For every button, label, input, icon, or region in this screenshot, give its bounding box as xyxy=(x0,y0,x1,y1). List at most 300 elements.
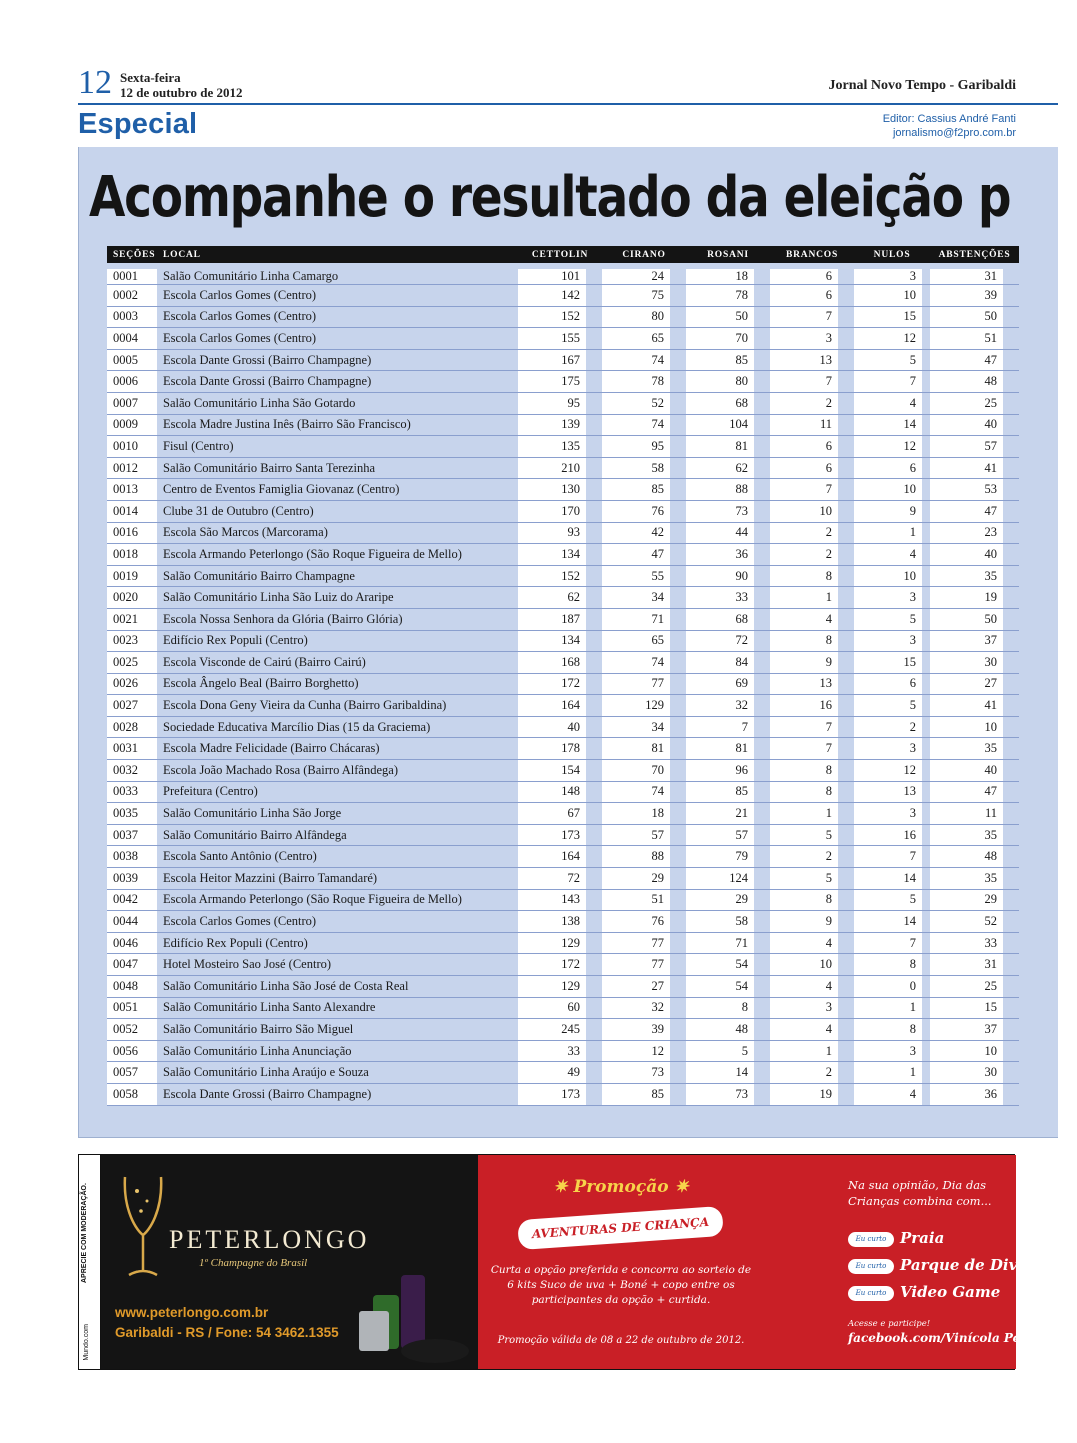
rosani-cell: 50 xyxy=(686,307,754,329)
cettolin-cell: 134 xyxy=(518,544,586,566)
table-row xyxy=(107,717,1019,739)
brancos-cell: 2 xyxy=(770,1062,838,1084)
column-gap xyxy=(754,415,770,437)
nulos-cell: 3 xyxy=(854,587,922,609)
cirano-cell: 57 xyxy=(602,825,670,847)
column-gap xyxy=(586,674,602,696)
section-cell: 0019 xyxy=(107,566,157,588)
rosani-cell: 48 xyxy=(686,1019,754,1041)
local-cell: Escola Dante Grossi (Bairro Champagne) xyxy=(157,371,518,393)
column-gap xyxy=(1003,976,1019,998)
column-gap xyxy=(586,933,602,955)
column-gap xyxy=(586,328,602,350)
table-row xyxy=(107,328,1019,350)
column-gap xyxy=(670,1041,686,1063)
cettolin-cell: 129 xyxy=(518,933,586,955)
column-gap xyxy=(754,544,770,566)
column-gap xyxy=(586,350,602,372)
promo-title: ✷ Promoção ✷ xyxy=(553,1177,689,1197)
column-gap xyxy=(754,717,770,739)
nulos-cell: 3 xyxy=(854,631,922,653)
rosani-cell: 85 xyxy=(686,782,754,804)
brancos-cell: 11 xyxy=(770,415,838,437)
nulos-cell: 3 xyxy=(854,738,922,760)
column-gap xyxy=(838,479,854,501)
rosani-cell: 80 xyxy=(686,371,754,393)
table-row xyxy=(107,846,1019,868)
column-gap xyxy=(754,695,770,717)
column-gap xyxy=(922,285,930,307)
column-gap xyxy=(922,415,930,437)
column-gap xyxy=(670,350,686,372)
nulos-cell: 14 xyxy=(854,868,922,890)
column-gap xyxy=(922,631,930,653)
nulos-cell: 7 xyxy=(854,371,922,393)
section-cell: 0058 xyxy=(107,1084,157,1106)
column-gap xyxy=(838,631,854,653)
like-pill[interactable]: Eu curto xyxy=(848,1259,894,1274)
cirano-cell: 74 xyxy=(602,350,670,372)
column-gap xyxy=(838,803,854,825)
abstencoes-cell: 36 xyxy=(930,1084,1003,1106)
column-gap xyxy=(670,436,686,458)
column-gap xyxy=(670,868,686,890)
section-cell: 0033 xyxy=(107,782,157,804)
brancos-cell: 8 xyxy=(770,631,838,653)
column-gap xyxy=(838,825,854,847)
abstencoes-cell: 15 xyxy=(930,998,1003,1020)
local-cell: Edifício Rex Populi (Centro) xyxy=(157,631,518,653)
nulos-cell: 5 xyxy=(854,890,922,912)
poll-question: Na sua opinião, Dia das Crianças combina com... xyxy=(848,1178,992,1208)
column-gap xyxy=(838,717,854,739)
nulos-cell: 14 xyxy=(854,415,922,437)
cettolin-cell: 138 xyxy=(518,911,586,933)
peterlongo-ad xyxy=(78,1154,1077,1370)
brancos-cell: 8 xyxy=(770,890,838,912)
column-gap xyxy=(838,933,854,955)
section-cell: 0038 xyxy=(107,846,157,868)
brancos-cell: 7 xyxy=(770,717,838,739)
editor-email[interactable]: jornalismo@f2pro.com.br xyxy=(892,127,1016,139)
column-gap xyxy=(670,674,686,696)
column-gap xyxy=(1003,1062,1019,1084)
column-gap xyxy=(754,976,770,998)
nulos-cell: 0 xyxy=(854,976,922,998)
section-cell: 0044 xyxy=(107,911,157,933)
brancos-cell: 8 xyxy=(770,782,838,804)
rosani-cell: 54 xyxy=(686,954,754,976)
abstencoes-cell: 47 xyxy=(930,350,1003,372)
cirano-cell: 42 xyxy=(602,523,670,545)
local-cell: Salão Comunitário Linha Camargo xyxy=(157,263,518,285)
column-gap xyxy=(1003,911,1019,933)
column-gap xyxy=(586,285,602,307)
cettolin-cell: 152 xyxy=(518,307,586,329)
column-gap xyxy=(754,825,770,847)
abstencoes-cell: 57 xyxy=(930,436,1003,458)
abstencoes-cell: 40 xyxy=(930,760,1003,782)
section-cell: 0012 xyxy=(107,458,157,480)
column-gap xyxy=(1003,501,1019,523)
column-gap xyxy=(1003,285,1019,307)
column-gap xyxy=(1003,954,1019,976)
abstencoes-cell: 27 xyxy=(930,674,1003,696)
cirano-cell: 85 xyxy=(602,479,670,501)
nulos-cell: 10 xyxy=(854,566,922,588)
column-gap xyxy=(922,566,930,588)
local-cell: Escola Madre Felicidade (Bairro Chácaras) xyxy=(157,738,518,760)
column-gap xyxy=(586,393,602,415)
local-cell: Escola Armando Peterlongo (São Roque Figueira de Mello) xyxy=(157,544,518,566)
column-gap xyxy=(838,1041,854,1063)
column-gap xyxy=(1003,674,1019,696)
column-gap xyxy=(670,782,686,804)
brancos-cell: 8 xyxy=(770,566,838,588)
abstencoes-cell: 30 xyxy=(930,1062,1003,1084)
brancos-cell: 5 xyxy=(770,825,838,847)
table-header-row xyxy=(107,246,1019,263)
column-gap xyxy=(922,695,930,717)
cirano-cell: 76 xyxy=(602,911,670,933)
cirano-cell: 24 xyxy=(602,263,670,285)
column-gap xyxy=(670,307,686,329)
brancos-cell: 1 xyxy=(770,587,838,609)
column-gap xyxy=(838,695,854,717)
table-row xyxy=(107,501,1019,523)
nulos-cell: 8 xyxy=(854,1019,922,1041)
table-row xyxy=(107,976,1019,998)
brancos-cell: 7 xyxy=(770,371,838,393)
column-gap xyxy=(922,501,930,523)
local-cell: Salão Comunitário Bairro São Miguel xyxy=(157,1019,518,1041)
column-gap xyxy=(754,1062,770,1084)
column-gap xyxy=(754,911,770,933)
brancos-cell: 3 xyxy=(770,998,838,1020)
abstencoes-cell: 25 xyxy=(930,393,1003,415)
cettolin-cell: 135 xyxy=(518,436,586,458)
column-gap xyxy=(586,890,602,912)
table-row xyxy=(107,631,1019,653)
rosani-cell: 79 xyxy=(686,846,754,868)
facebook-link[interactable]: facebook.com/Vinícola Peterlongo xyxy=(848,1331,1077,1345)
column-gap xyxy=(754,566,770,588)
nulos-cell: 3 xyxy=(854,803,922,825)
column-gap xyxy=(922,825,930,847)
rosani-cell: 104 xyxy=(686,415,754,437)
cirano-cell: 18 xyxy=(602,803,670,825)
cirano-cell: 77 xyxy=(602,933,670,955)
brancos-cell: 2 xyxy=(770,846,838,868)
rosani-cell: 84 xyxy=(686,652,754,674)
cirano-cell: 76 xyxy=(602,501,670,523)
column-gap xyxy=(754,393,770,415)
table-row xyxy=(107,436,1019,458)
abstencoes-cell: 25 xyxy=(930,976,1003,998)
poll-option-label: Parque de Diversões xyxy=(900,1256,1072,1274)
column-gap xyxy=(838,371,854,393)
brancos-cell: 4 xyxy=(770,976,838,998)
column-gap xyxy=(1003,350,1019,372)
brancos-cell: 10 xyxy=(770,954,838,976)
column-gap xyxy=(670,415,686,437)
column-gap xyxy=(670,609,686,631)
column-gap xyxy=(754,523,770,545)
column-gap xyxy=(586,717,602,739)
table-row xyxy=(107,350,1019,372)
abstencoes-cell: 35 xyxy=(930,825,1003,847)
table-row xyxy=(107,1062,1019,1084)
section-cell: 0023 xyxy=(107,631,157,653)
cirano-cell: 74 xyxy=(602,652,670,674)
column-gap xyxy=(922,890,930,912)
cirano-cell: 34 xyxy=(602,717,670,739)
table-row xyxy=(107,371,1019,393)
section-cell: 0001 xyxy=(107,263,157,285)
cirano-cell: 29 xyxy=(602,868,670,890)
column-gap xyxy=(1003,263,1019,285)
column-gap xyxy=(838,1019,854,1041)
rosani-cell: 69 xyxy=(686,674,754,696)
brancos-cell: 4 xyxy=(770,933,838,955)
brancos-cell: 9 xyxy=(770,911,838,933)
brancos-cell: 10 xyxy=(770,501,838,523)
column-gap xyxy=(670,587,686,609)
column-gap xyxy=(922,609,930,631)
abstencoes-cell: 47 xyxy=(930,782,1003,804)
column-gap xyxy=(586,954,602,976)
column-gap xyxy=(754,1041,770,1063)
cettolin-cell: 142 xyxy=(518,285,586,307)
column-gap xyxy=(1003,458,1019,480)
section-cell: 0026 xyxy=(107,674,157,696)
column-gap xyxy=(922,436,930,458)
abstencoes-cell: 37 xyxy=(930,631,1003,653)
cettolin-cell: 49 xyxy=(518,1062,586,1084)
column-gap xyxy=(586,976,602,998)
column-gap xyxy=(670,566,686,588)
column-gap xyxy=(754,307,770,329)
nulos-cell: 6 xyxy=(854,458,922,480)
like-pill[interactable]: Eu curto xyxy=(848,1232,894,1247)
column-gap xyxy=(1003,868,1019,890)
rosani-cell: 58 xyxy=(686,911,754,933)
column-gap xyxy=(1003,479,1019,501)
rosani-cell: 29 xyxy=(686,890,754,912)
table-row xyxy=(107,587,1019,609)
rosani-cell: 81 xyxy=(686,738,754,760)
column-gap xyxy=(586,458,602,480)
brancos-cell: 19 xyxy=(770,1084,838,1106)
cettolin-cell: 62 xyxy=(518,587,586,609)
column-gap xyxy=(586,1019,602,1041)
like-pill[interactable]: Eu curto xyxy=(848,1286,894,1301)
section-cell: 0003 xyxy=(107,307,157,329)
results-body xyxy=(107,263,1019,1106)
cirano-cell: 71 xyxy=(602,609,670,631)
cirano-cell: 12 xyxy=(602,1041,670,1063)
nulos-cell: 14 xyxy=(854,911,922,933)
local-cell: Escola Dante Grossi (Bairro Champagne) xyxy=(157,1084,518,1106)
rosani-cell: 32 xyxy=(686,695,754,717)
nulos-cell: 7 xyxy=(854,846,922,868)
column-gap xyxy=(922,1084,930,1106)
abstencoes-cell: 19 xyxy=(930,587,1003,609)
rosani-cell: 71 xyxy=(686,933,754,955)
abstencoes-cell: 40 xyxy=(930,415,1003,437)
column-gap xyxy=(922,1062,930,1084)
column-gap xyxy=(586,782,602,804)
section-cell: 0048 xyxy=(107,976,157,998)
column-gap xyxy=(1003,544,1019,566)
rosani-cell: 72 xyxy=(686,631,754,653)
column-gap xyxy=(838,458,854,480)
section-cell: 0021 xyxy=(107,609,157,631)
column-gap xyxy=(754,631,770,653)
column-gap xyxy=(838,1084,854,1106)
column-gap xyxy=(1003,631,1019,653)
local-cell: Escola Dante Grossi (Bairro Champagne) xyxy=(157,350,518,372)
cettolin-cell: 173 xyxy=(518,825,586,847)
column-gap xyxy=(838,976,854,998)
local-cell: Salão Comunitário Linha São Luiz do Araripe xyxy=(157,587,518,609)
column-gap xyxy=(586,825,602,847)
section-cell: 0035 xyxy=(107,803,157,825)
cettolin-cell: 130 xyxy=(518,479,586,501)
column-gap xyxy=(754,1019,770,1041)
local-cell: Hotel Mosteiro Sao José (Centro) xyxy=(157,954,518,976)
brancos-cell: 13 xyxy=(770,674,838,696)
local-cell: Salão Comunitário Bairro Champagne xyxy=(157,566,518,588)
column-gap xyxy=(1003,1019,1019,1041)
abstencoes-cell: 31 xyxy=(930,954,1003,976)
nulos-cell: 3 xyxy=(854,263,922,285)
products-image xyxy=(365,1255,475,1367)
cirano-cell: 75 xyxy=(602,285,670,307)
table-row xyxy=(107,458,1019,480)
cettolin-cell: 40 xyxy=(518,717,586,739)
column-gap xyxy=(670,544,686,566)
agency-credit: Mundo.com xyxy=(83,1324,90,1361)
table-row xyxy=(107,933,1019,955)
local-cell: Escola São Marcos (Marcorama) xyxy=(157,523,518,545)
column-gap xyxy=(586,479,602,501)
abstencoes-cell: 31 xyxy=(930,263,1003,285)
column-gap xyxy=(922,954,930,976)
column-gap xyxy=(922,544,930,566)
column-gap xyxy=(1003,803,1019,825)
table-row xyxy=(107,609,1019,631)
col-header-nulos: NULOS xyxy=(854,246,930,263)
abstencoes-cell: 37 xyxy=(930,1019,1003,1041)
abstencoes-cell: 50 xyxy=(930,307,1003,329)
cettolin-cell: 101 xyxy=(518,263,586,285)
rosani-cell: 18 xyxy=(686,263,754,285)
abstencoes-cell: 39 xyxy=(930,285,1003,307)
cirano-cell: 39 xyxy=(602,1019,670,1041)
table-row xyxy=(107,695,1019,717)
brancos-cell: 4 xyxy=(770,609,838,631)
local-cell: Escola João Machado Rosa (Bairro Alfândega) xyxy=(157,760,518,782)
column-gap xyxy=(1003,566,1019,588)
nulos-cell: 15 xyxy=(854,307,922,329)
cettolin-cell: 210 xyxy=(518,458,586,480)
column-gap xyxy=(838,998,854,1020)
local-cell: Escola Carlos Gomes (Centro) xyxy=(157,285,518,307)
cirano-cell: 85 xyxy=(602,1084,670,1106)
column-gap xyxy=(670,501,686,523)
brancos-cell: 6 xyxy=(770,436,838,458)
column-gap xyxy=(586,523,602,545)
column-gap xyxy=(586,1041,602,1063)
cirano-cell: 88 xyxy=(602,846,670,868)
table-row xyxy=(107,1041,1019,1063)
abstencoes-cell: 41 xyxy=(930,695,1003,717)
column-gap xyxy=(1003,328,1019,350)
column-gap xyxy=(1003,738,1019,760)
cettolin-cell: 129 xyxy=(518,976,586,998)
nulos-cell: 7 xyxy=(854,933,922,955)
brand-website[interactable]: www.peterlongo.com.br xyxy=(115,1305,269,1320)
abstencoes-cell: 30 xyxy=(930,652,1003,674)
column-gap xyxy=(838,890,854,912)
nulos-cell: 12 xyxy=(854,436,922,458)
column-gap xyxy=(586,609,602,631)
cettolin-cell: 95 xyxy=(518,393,586,415)
poll-option-label: Video Game xyxy=(900,1283,1001,1301)
table-row xyxy=(107,652,1019,674)
table-row xyxy=(107,415,1019,437)
rosani-cell: 62 xyxy=(686,458,754,480)
column-gap xyxy=(754,479,770,501)
cettolin-cell: 167 xyxy=(518,350,586,372)
nulos-cell: 8 xyxy=(854,954,922,976)
cirano-cell: 52 xyxy=(602,393,670,415)
brancos-cell: 2 xyxy=(770,523,838,545)
nulos-cell: 2 xyxy=(854,717,922,739)
editor-credit xyxy=(883,112,1016,140)
table-row xyxy=(107,674,1019,696)
column-gap xyxy=(754,868,770,890)
column-gap xyxy=(1003,307,1019,329)
nulos-cell: 5 xyxy=(854,609,922,631)
column-gap xyxy=(922,479,930,501)
column-gap xyxy=(754,954,770,976)
column-gap xyxy=(586,803,602,825)
column-gap xyxy=(922,976,930,998)
column-gap xyxy=(1003,523,1019,545)
local-cell: Escola Armando Peterlongo (São Roque Figueira de Mello) xyxy=(157,890,518,912)
section-cell: 0013 xyxy=(107,479,157,501)
brancos-cell: 8 xyxy=(770,760,838,782)
column-gap xyxy=(670,738,686,760)
headline: Acompanhe o resultado da eleição p xyxy=(89,165,1011,230)
table-row xyxy=(107,868,1019,890)
brancos-cell: 1 xyxy=(770,1041,838,1063)
cettolin-cell: 148 xyxy=(518,782,586,804)
abstencoes-cell: 35 xyxy=(930,738,1003,760)
abstencoes-cell: 10 xyxy=(930,1041,1003,1063)
column-gap xyxy=(838,587,854,609)
column-gap xyxy=(670,371,686,393)
nulos-cell: 6 xyxy=(854,674,922,696)
rosani-cell: 21 xyxy=(686,803,754,825)
column-gap xyxy=(922,371,930,393)
promo-banner: AVENTURAS DE CRIANÇA xyxy=(517,1206,724,1250)
page-number: 12 xyxy=(78,64,112,101)
section-title: Especial xyxy=(78,108,198,140)
column-gap xyxy=(1003,652,1019,674)
